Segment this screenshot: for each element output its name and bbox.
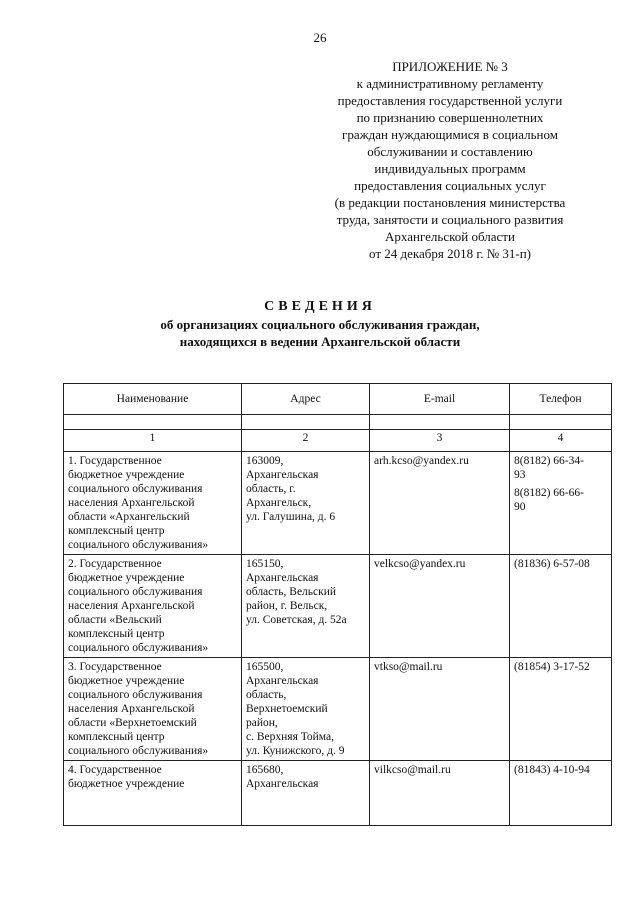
org-name-line: 1. Государственное — [68, 455, 162, 467]
org-name-line: бюджетное учреждение — [68, 778, 185, 790]
address-cell — [242, 761, 370, 826]
org-name-line: комплексный центр — [68, 628, 165, 640]
document-subtitle-line: об организациях социального обслуживания граждан, — [160, 317, 480, 332]
org-name-line: населения Архангельской — [68, 703, 195, 715]
address-line: область, г. — [246, 483, 296, 495]
appendix-line: (в редакции постановления министерства — [334, 195, 566, 210]
address-line: 165500, — [246, 661, 284, 673]
page-number: 26 — [313, 30, 327, 45]
address-line: Архангельская — [246, 778, 319, 790]
organizations-table — [63, 383, 612, 826]
org-name-line: социального обслуживания — [68, 483, 203, 495]
title-block — [0, 298, 640, 350]
column-number: 3 — [370, 430, 510, 452]
address-line: Архангельская — [246, 572, 319, 584]
table-row — [64, 761, 612, 826]
address-line: ул. Галушина, д. 6 — [246, 511, 336, 523]
appendix-line: от 24 декабря 2018 г. № 31-п) — [368, 246, 531, 261]
phone-number: 8(8182) 66-66- 90 — [514, 487, 584, 513]
table-header-row — [64, 384, 612, 415]
header-name: Наименование — [64, 384, 242, 415]
org-name-line: бюджетное учреждение — [68, 469, 185, 481]
appendix-line: предоставления государственной услуги — [337, 93, 563, 108]
address-line: ул. Кунижского, д. 9 — [246, 745, 345, 757]
phone-number: (81854) 3-17-52 — [514, 661, 590, 673]
org-name-cell — [64, 761, 242, 826]
appendix-block — [300, 58, 600, 262]
org-name-cell — [64, 555, 242, 658]
appendix-line: индивидуальных программ — [374, 161, 526, 176]
org-name-line: социального обслуживания» — [68, 539, 209, 551]
table-row — [64, 555, 612, 658]
email-cell — [370, 452, 510, 555]
column-number: 1 — [64, 430, 242, 452]
org-name-line: бюджетное учреждение — [68, 572, 185, 584]
org-name-line: комплексный центр — [68, 731, 165, 743]
org-name-cell — [64, 658, 242, 761]
address-line: район, — [246, 717, 278, 729]
email-link[interactable]: vtkso@mail.ru — [374, 661, 443, 673]
org-name-line: 2. Государственное — [68, 558, 162, 570]
org-name-line: социального обслуживания» — [68, 642, 209, 654]
appendix-line: Архангельской области — [385, 229, 515, 244]
address-cell — [242, 555, 370, 658]
phone-cell — [510, 761, 612, 826]
org-name-line: 4. Государственное — [68, 764, 162, 776]
phone-number: (81836) 6-57-08 — [514, 558, 590, 570]
org-name-line: социального обслуживания» — [68, 745, 209, 757]
document-title: СВЕДЕНИЯ — [264, 299, 376, 314]
email-cell — [370, 658, 510, 761]
phone-number: (81843) 4-10-94 — [514, 764, 590, 776]
address-line: Архангельск, — [246, 497, 312, 509]
header-email: E-mail — [370, 384, 510, 415]
org-name-line: области «Архангельский — [68, 511, 190, 523]
address-line: Архангельская — [246, 469, 319, 481]
address-line: с. Верхняя Тойма, — [246, 731, 334, 743]
column-number: 2 — [242, 430, 370, 452]
address-line: область, Вельский — [246, 586, 337, 598]
phone-cell — [510, 555, 612, 658]
address-line: область, — [246, 689, 287, 701]
org-name-line: 3. Государственное — [68, 661, 162, 673]
address-cell — [242, 452, 370, 555]
email-link[interactable]: vilkcso@mail.ru — [374, 764, 451, 776]
table-row — [64, 658, 612, 761]
address-line: район, г. Вельск, — [246, 600, 328, 612]
email-cell — [370, 555, 510, 658]
address-line: 165680, — [246, 764, 284, 776]
appendix-line: граждан нуждающимися в социальном — [342, 127, 558, 142]
appendix-line: обслуживании и составлению — [367, 144, 533, 159]
org-name-line: комплексный центр — [68, 525, 165, 537]
org-name-line: области «Верхнетоемский — [68, 717, 197, 729]
email-link[interactable]: arh.kcso@yandex.ru — [374, 455, 469, 467]
column-number-row — [64, 430, 612, 452]
org-name-line: населения Архангельской — [68, 600, 195, 612]
org-name-line: бюджетное учреждение — [68, 675, 185, 687]
org-name-line: области «Вельский — [68, 614, 162, 626]
email-link[interactable]: velkcso@yandex.ru — [374, 558, 466, 570]
phone-number: 8(8182) 66-34- 93 — [514, 455, 584, 481]
column-number: 4 — [510, 430, 612, 452]
org-name-line: социального обслуживания — [68, 689, 203, 701]
address-line: Архангельская — [246, 675, 319, 687]
appendix-line: по признанию совершеннолетних — [356, 110, 544, 125]
address-line: Верхнетоемский — [246, 703, 328, 715]
table-gap — [64, 415, 612, 430]
header-address: Адрес — [242, 384, 370, 415]
appendix-line: ПРИЛОЖЕНИЕ № 3 — [392, 59, 508, 74]
phone-cell — [510, 452, 612, 555]
header-phone: Телефон — [510, 384, 612, 415]
address-line: 163009, — [246, 455, 284, 467]
appendix-line: труда, занятости и социального развития — [336, 212, 564, 227]
appendix-line: к административному регламенту — [356, 76, 544, 91]
phone-cell — [510, 658, 612, 761]
org-name-line: населения Архангельской — [68, 497, 195, 509]
address-line: ул. Советская, д. 52а — [246, 614, 347, 626]
appendix-line: предоставления социальных услуг — [354, 178, 546, 193]
org-name-line: социального обслуживания — [68, 586, 203, 598]
org-name-cell — [64, 452, 242, 555]
email-cell — [370, 761, 510, 826]
address-line: 165150, — [246, 558, 284, 570]
address-cell — [242, 658, 370, 761]
document-subtitle-line: находящихся в ведении Архангельской области — [179, 334, 461, 349]
table-row — [64, 452, 612, 555]
